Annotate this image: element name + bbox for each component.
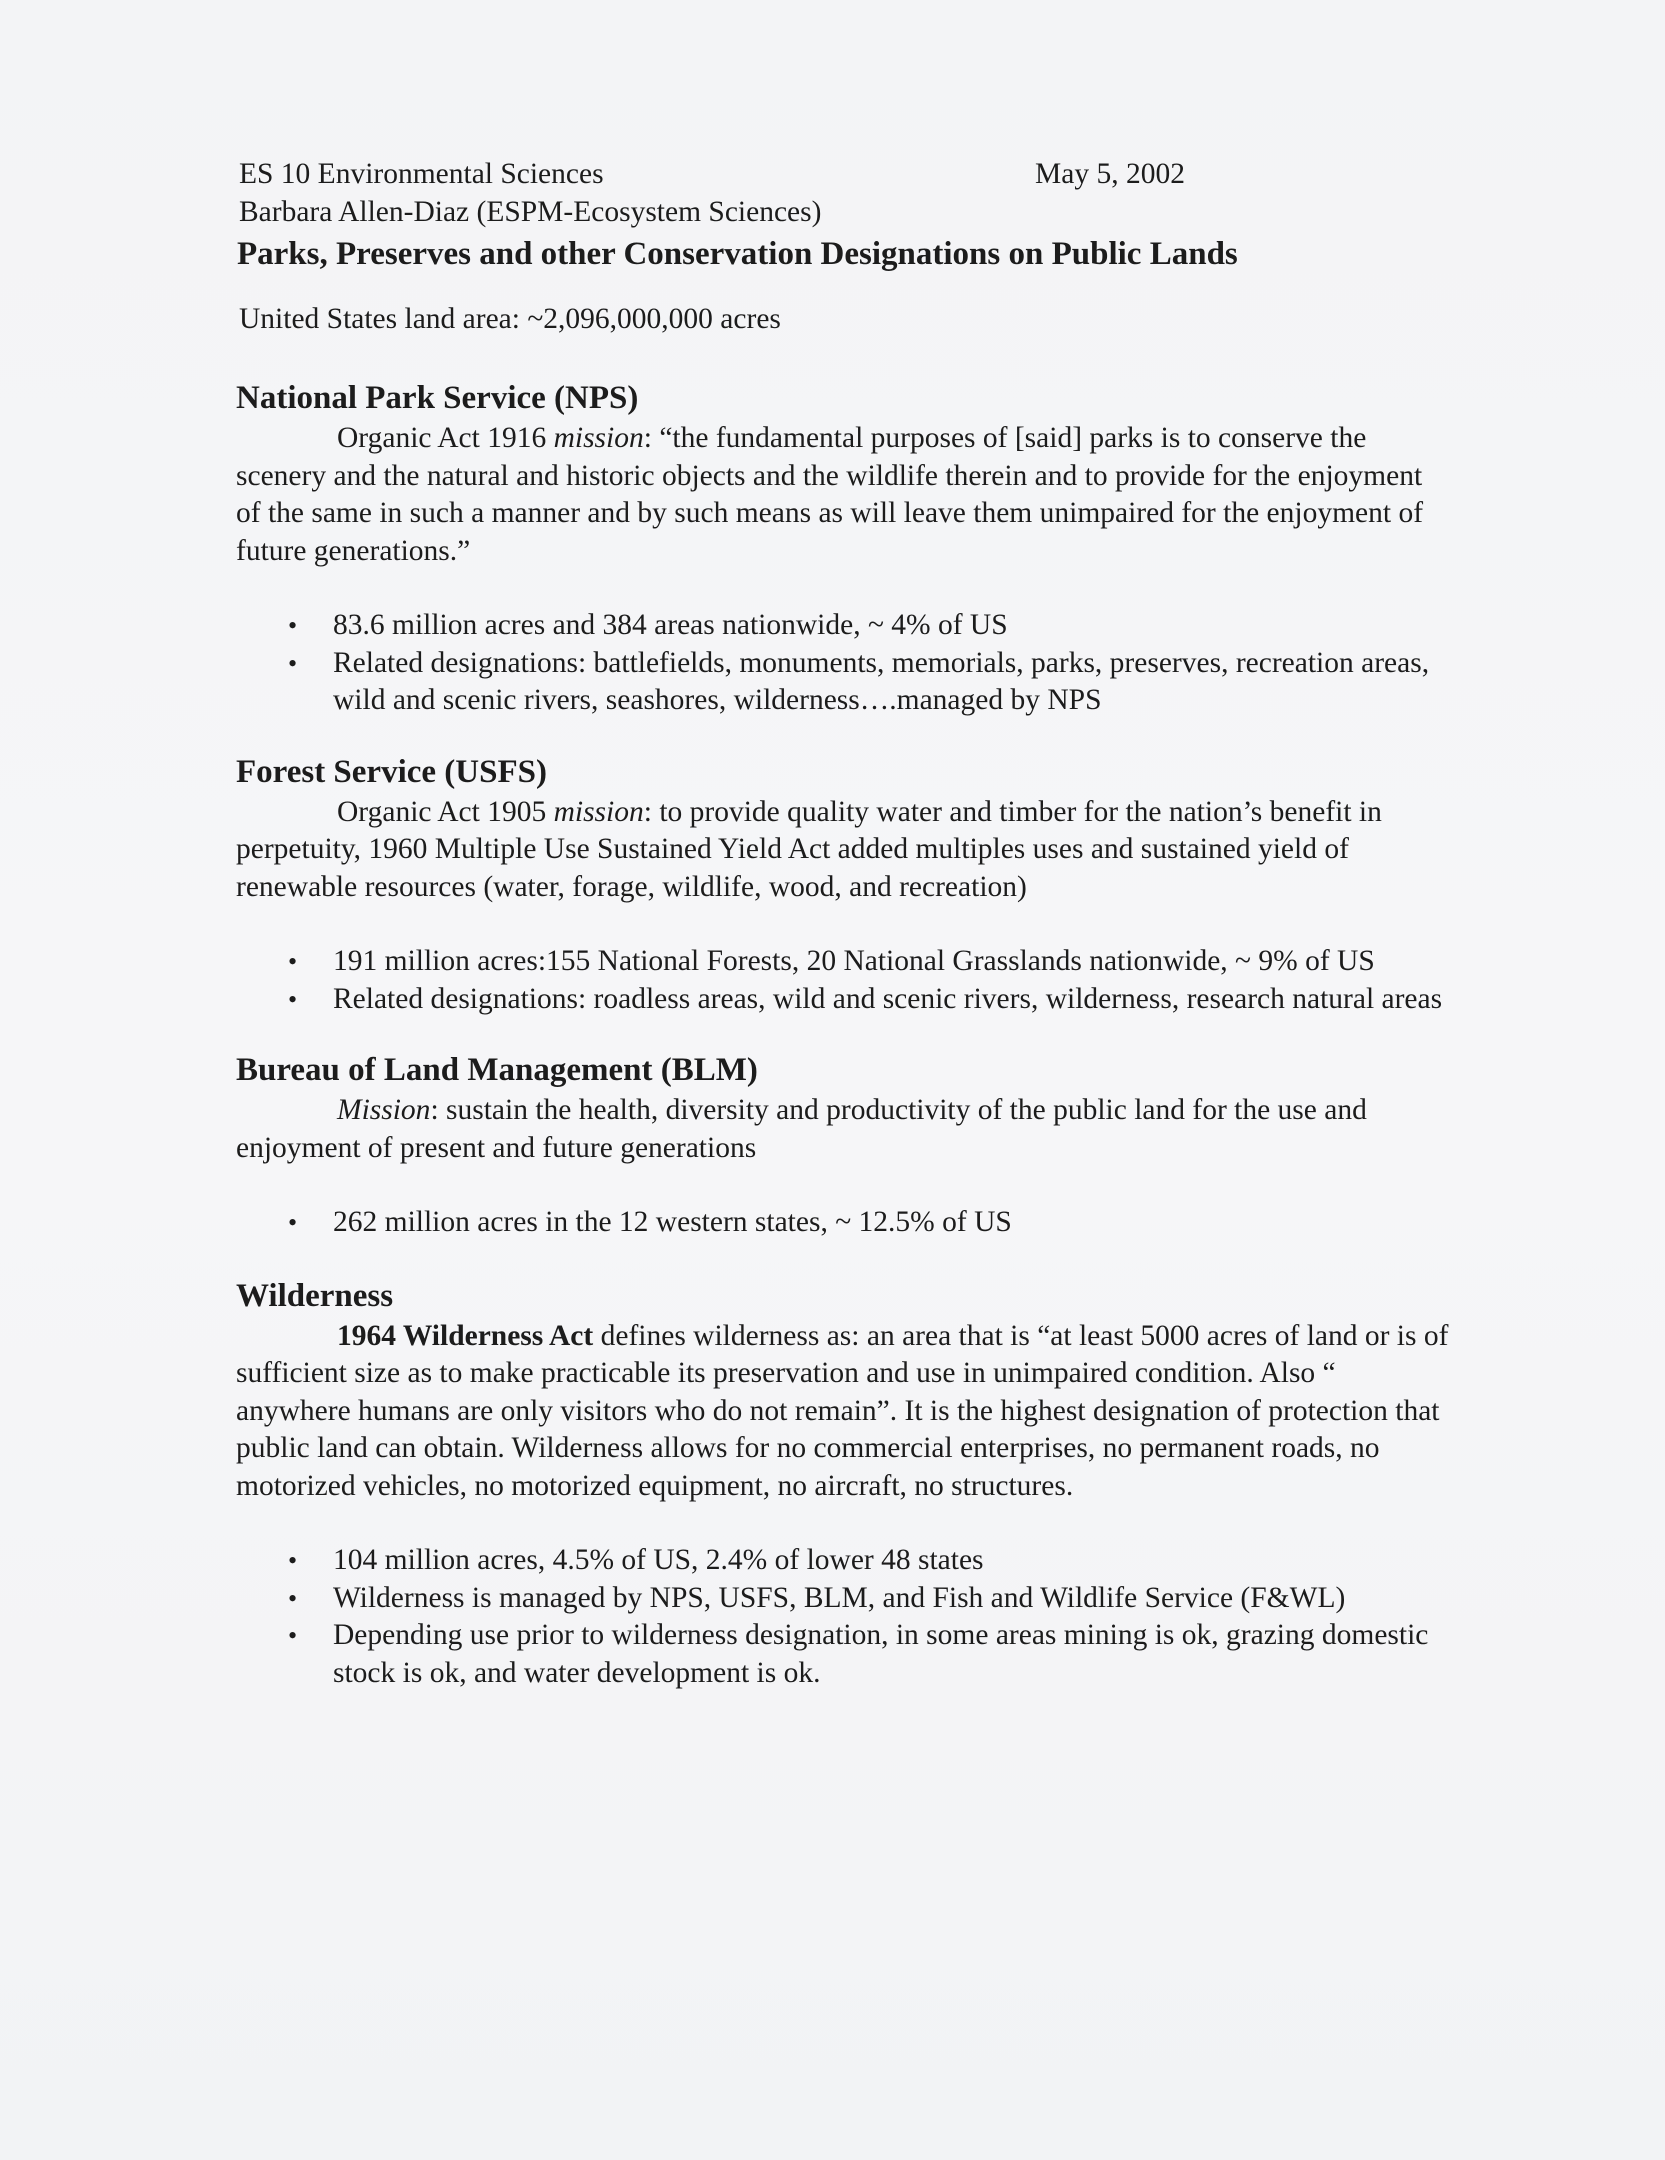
list-item: • Related designations: battlefields, monuments, memorials, parks, preserves, recreation areas, wild and scenic rivers, seashores, wilderness….managed by NPS bbox=[233, 645, 1443, 720]
section-paragraph bbox=[236, 1092, 1451, 1167]
paragraph-lead-italic: mission bbox=[553, 795, 644, 828]
section-heading: Wilderness bbox=[236, 1277, 394, 1314]
section-heading: National Park Service (NPS) bbox=[236, 380, 639, 416]
section-paragraph bbox=[236, 794, 1451, 907]
section-blm bbox=[233, 1048, 1463, 1242]
paragraph-lead-italic: Mission bbox=[337, 1094, 431, 1126]
author-line: Barbara Allen-Diaz (ESPM-Ecosystem Sciences) bbox=[239, 196, 822, 228]
section-heading: Bureau of Land Management (BLM) bbox=[236, 1052, 758, 1088]
list-item: • Wilderness is managed by NPS, USFS, BLM, and Fish and Wildlife Service (F&WL) bbox=[233, 1580, 1443, 1618]
paragraph-lead: Organic Act 1905 bbox=[337, 795, 554, 828]
paragraph-body: : sustain the health, diversity and productivity of the public land for the use and enjoyment of present and future generations bbox=[236, 1094, 1367, 1164]
section-paragraph bbox=[236, 420, 1451, 570]
list-item: • 191 million acres:155 National Forests, 20 National Grasslands nationwide, ~ 9% of US bbox=[233, 943, 1443, 981]
list-item: • Depending use prior to wilderness designation, in some areas mining is ok, grazing domestic stock is ok, and water development is ok. bbox=[233, 1617, 1443, 1692]
bullet-list bbox=[233, 1542, 1463, 1692]
document-title: Parks, Preserves and other Conservation Designations on Public Lands bbox=[237, 235, 1238, 272]
section-heading: Forest Service (USFS) bbox=[236, 753, 547, 790]
bullet-list bbox=[233, 607, 1463, 720]
paragraph-body: : to provide quality water and timber for the nation’s benefit in perpetuity, 1960 Multiple Use Sustained Yield Act added multiples uses and sustained yield of renewable resources (water, forage, wildlife, wood, and recreation) bbox=[236, 795, 1382, 903]
list-item: • Related designations: roadless areas, wild and scenic rivers, wilderness, research natural areas bbox=[233, 981, 1443, 1019]
paragraph-body: defines wilderness as: an area that is “at least 5000 acres of land or is of sufficient size as to make practicable its preservation and use in unimpaired condition. Also “ anywhere humans are only visitors who do not remain”. It is the highest designation of protection that public land can obtain. Wilderness allows for no commercial enterprises, no permanent roads, no motorized vehicles, no motorized equipment, no aircraft, no structures. bbox=[236, 1319, 1449, 1502]
course-name: ES 10 Environmental Sciences bbox=[239, 158, 604, 190]
paragraph-lead-italic: mission bbox=[553, 422, 644, 454]
section-usfs bbox=[233, 750, 1463, 1019]
bullet-list bbox=[233, 943, 1463, 1018]
bullet-list bbox=[233, 1204, 1463, 1242]
section-nps bbox=[233, 376, 1463, 720]
header-row bbox=[233, 156, 1463, 194]
document-date: May 5, 2002 bbox=[1035, 158, 1185, 190]
paragraph-lead-bold: 1964 Wilderness Act bbox=[337, 1319, 594, 1352]
paragraph-lead: Organic Act 1916 bbox=[337, 422, 554, 454]
list-item: • 83.6 million acres and 384 areas nationwide, ~ 4% of US bbox=[233, 607, 1443, 645]
list-item: • 104 million acres, 4.5% of US, 2.4% of lower 48 states bbox=[233, 1542, 1443, 1580]
document-content bbox=[233, 156, 1463, 1692]
list-item: • 262 million acres in the 12 western states, ~ 12.5% of US bbox=[233, 1204, 1443, 1242]
paragraph-body: : “the fundamental purposes of [said] parks is to conserve the scenery and the natural and historic objects and the wildlife therein and to provide for the enjoyment of the same in such a manner and by such means as will leave them unimpaired for the enjoyment of future generations.” bbox=[236, 422, 1424, 567]
section-paragraph bbox=[236, 1318, 1451, 1506]
land-area-line: United States land area: ~2,096,000,000 acres bbox=[239, 302, 781, 335]
section-wilderness bbox=[233, 1274, 1463, 1693]
